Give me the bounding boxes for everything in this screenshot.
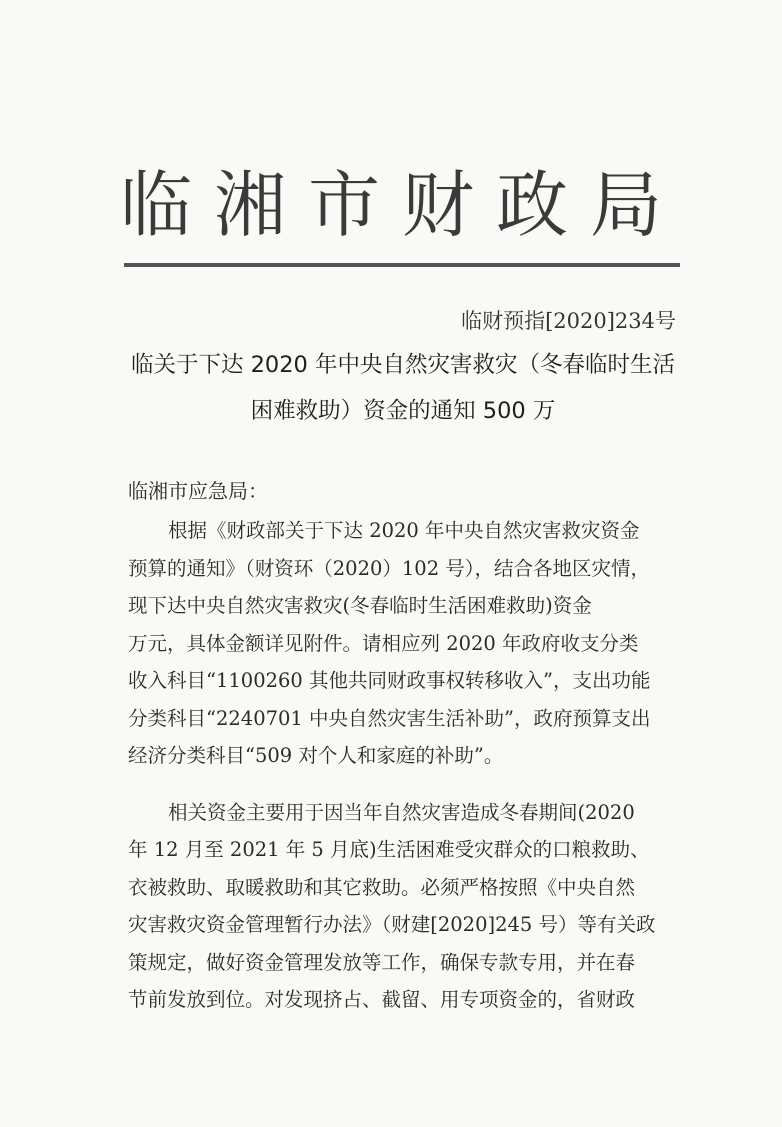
paragraph-line: 策规定，做好资金管理发放等工作，确保专款专用，并在春 [128, 950, 636, 974]
notice-title-line: 困难救助）资金的通知 500 万 [250, 398, 556, 424]
paragraph-line: 分类科目“2240701 中央自然灾害生活补助”，政府预算支出 [128, 706, 651, 730]
paragraph-line: 收入科目“1100260 其他共同财政事权转移收入”，支出功能 [128, 669, 651, 692]
notice-title-line: 临关于下达 2020 年中央自然灾害救灾（冬春临时生活 [130, 352, 676, 378]
org-title: 临湘市财政局 [120, 163, 685, 247]
paragraph-line: 根据《财政部关于下达 2020 年中央自然灾害救灾资金 [168, 519, 640, 542]
paragraph-line: 衣被救助、取暖救助和其它救助。必须严格按照《中央自然 [128, 875, 636, 899]
notice-title [118, 342, 688, 434]
recipient: 临湘市应急局： [128, 479, 268, 503]
paragraph-line: 经济分类科目“509 对个人和家庭的补助”。 [128, 744, 504, 767]
paragraph-line: 万元，具体金额详见附件。请相应列 2020 年政府收支分类 [128, 631, 639, 655]
document-number: 临财预指[2020]234号 [461, 309, 676, 333]
paragraph-line: 现下达中央自然灾害救灾(冬春临时生活困难救助)资金 [128, 594, 592, 617]
paragraph-line: 节前发放到位。对发现挤占、截留、用专项资金的，省财政 [128, 988, 636, 1011]
paragraph-line: 年 12 月至 2021 年 5 月底)生活困难受灾群众的口粮救助、 [128, 838, 650, 861]
paragraph-line: 灾害救灾资金管理暂行办法》（财建[2020]245 号）等有关政 [128, 913, 656, 936]
paragraph-line: 预算的通知》（财资环（2020）102 号），结合各地区灾情， [128, 556, 651, 580]
title-divider [124, 263, 680, 267]
letter-body [128, 512, 688, 1019]
paragraph-line: 相关资金主要用于因当年自然灾害造成冬春期间(2020 [168, 800, 635, 824]
